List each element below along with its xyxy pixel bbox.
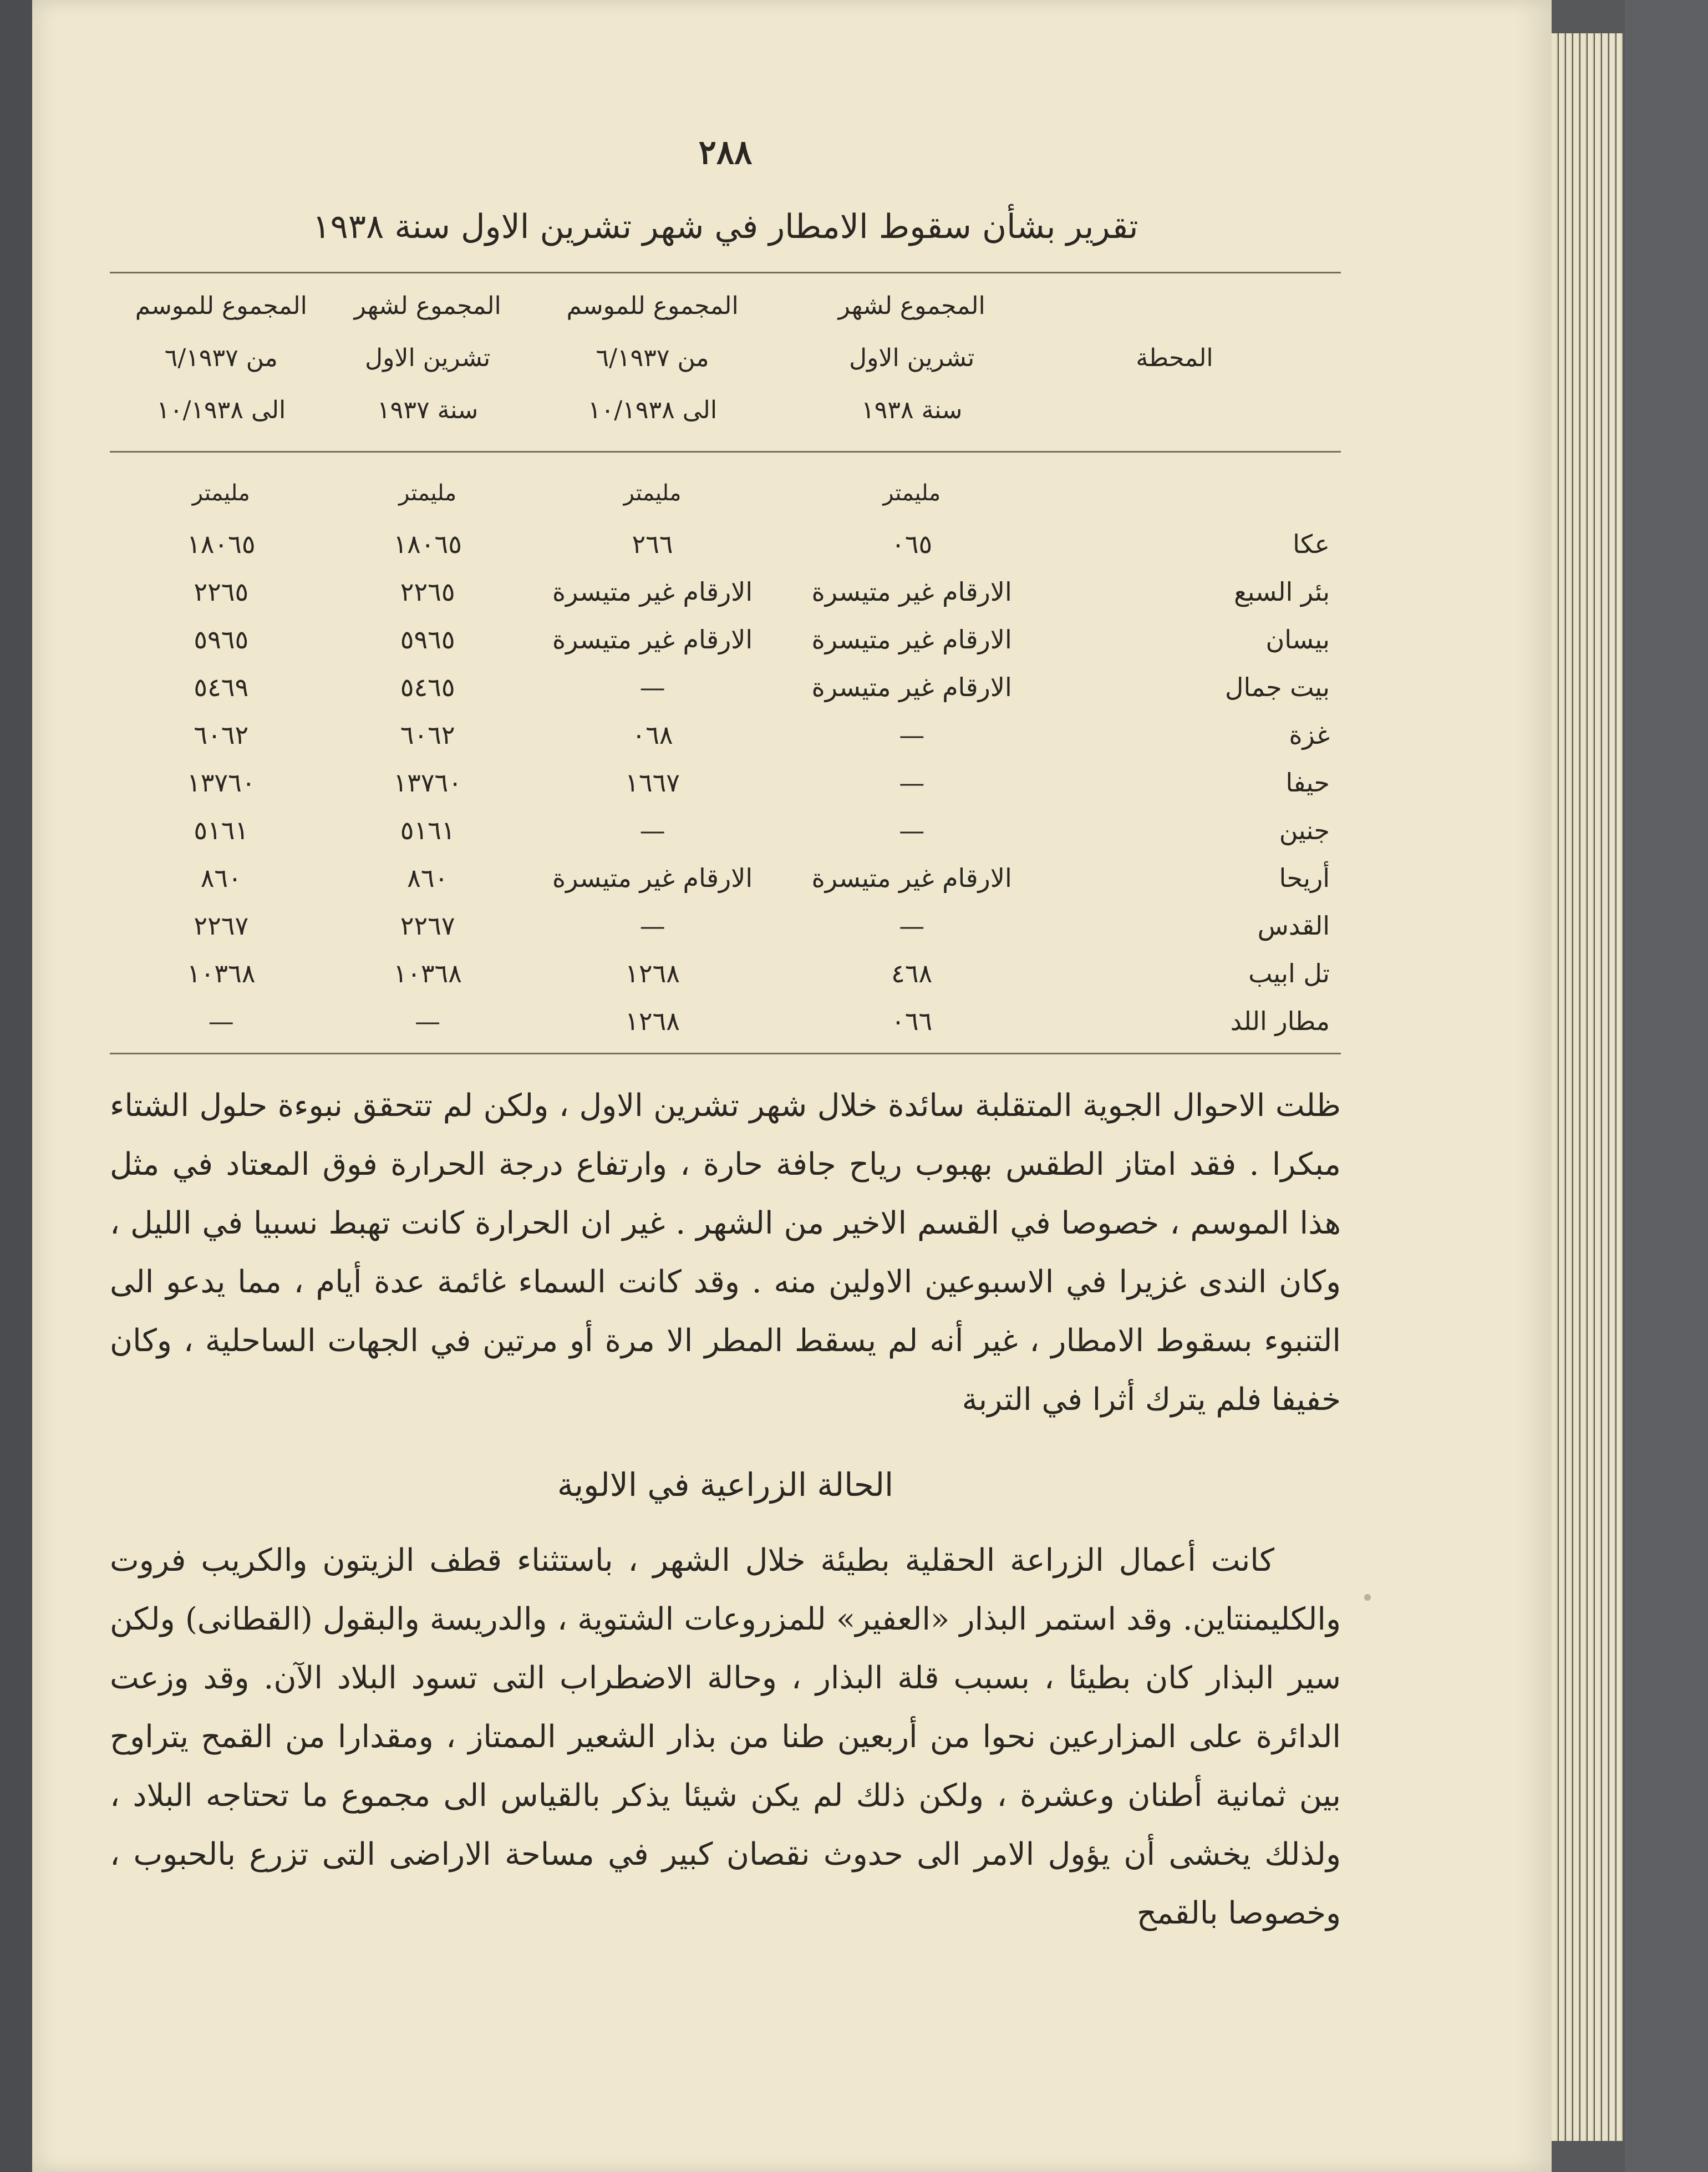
- table-cell: ٠٦٦: [891, 1006, 933, 1036]
- station-name: حيفا: [1285, 768, 1330, 798]
- table-row: [110, 759, 1341, 806]
- section-title: الحالة الزراعية في الالوية: [557, 1466, 894, 1504]
- station-name: تل ابيب: [1248, 958, 1330, 988]
- book-page: [32, 0, 1552, 2172]
- table-cell: ١٢٦٨: [625, 958, 680, 988]
- table-cell: الارقام غير متيسرة: [552, 577, 753, 607]
- table-cell: —: [208, 1006, 234, 1036]
- table-cell: ٥٩٦٥: [194, 625, 249, 654]
- table-cell: ٨٦٠: [200, 863, 242, 893]
- station-name: جنين: [1279, 815, 1330, 845]
- table-cell: —: [899, 815, 925, 845]
- report-title: تقرير بشأن سقوط الامطار في شهر تشرين الاول سنة ١٩٣٨: [312, 207, 1138, 246]
- station-name: عكا: [1293, 529, 1330, 559]
- weather-paragraph: ظلت الاحوال الجوية المتقلبة سائدة خلال شهر تشرين الاول ، ولكن لم تتحقق نبوءة حلول الشتاء مبكرا . فقد امتاز الطقس بهبوب رياح جافة حارة ، وارتفاع درجة الحرارة فوق المعتاد في مثل هذا الموسم ، خصوصا في القسم الاخير من الشهر . غير ان الحرارة كانت تهبط نسبيا في الليل ، وكان الندى غزيرا في الاسبوعين الاولين منه . وقد كانت السماء غائمة عدة أيام ، مما يدعو الى التنبوء بسقوط الامطار ، غير أنه لم يسقط المطر الا مرة أو مرتين في الجهات الساحلية ، وكان خفيفا فلم يترك أثرا في التربة: [110, 1088, 1341, 1418]
- table-cell: الارقام غير متيسرة: [811, 672, 1012, 702]
- table-row: [110, 711, 1341, 759]
- unit-label: مليمتر: [399, 480, 457, 506]
- table-cell: ٠٦٨: [632, 720, 673, 750]
- column-header: المجموع لشهر تشرين الاول سنة ١٩٣٧: [354, 292, 501, 424]
- table-row: [110, 568, 1341, 616]
- table-cell: الارقام غير متيسرة: [811, 577, 1012, 607]
- table-cell: ٥١٦١: [194, 815, 249, 845]
- table-cell: ٥٩٦٥: [400, 625, 455, 654]
- table-cell: ٢٦٦: [632, 529, 673, 559]
- table-row: [110, 854, 1341, 902]
- table-cell: ١٨٠٦٥: [393, 529, 462, 559]
- unit-label: مليمتر: [883, 480, 941, 506]
- column-header: المجموع للموسم من ٦/١٩٣٧ الى ١٠/١٩٣٨: [135, 292, 307, 424]
- station-name: بئر السبع: [1234, 577, 1330, 607]
- station-name: مطار اللد: [1230, 1006, 1330, 1036]
- page-speck: [1364, 1594, 1371, 1601]
- table-cell: ١٠٣٦٨: [187, 958, 256, 988]
- table-cell: ١٦٦٧: [625, 768, 680, 798]
- table-cell: ٥١٦١: [400, 815, 455, 845]
- table-cell: ٥٤٦٩: [194, 672, 249, 702]
- table-cell: —: [899, 911, 925, 941]
- page-edges: [1552, 33, 1625, 2141]
- table-cell: ٢٢٦٥: [400, 577, 455, 607]
- unit-label: مليمتر: [192, 480, 250, 506]
- table-cell: ٢٢٦٥: [194, 577, 249, 607]
- table-cell: ٢٢٦٧: [400, 911, 455, 941]
- table-cell: —: [639, 815, 665, 845]
- table-header-row: [110, 273, 1341, 452]
- table-cell: ١٢٦٨: [625, 1006, 680, 1036]
- page-content: [110, 133, 1341, 1943]
- column-header: المجموع للموسم من ٦/١٩٣٧ الى ١٠/١٩٣٨: [566, 292, 739, 424]
- table-cell: ١٠٣٦٨: [393, 958, 462, 988]
- table-row: [110, 616, 1341, 663]
- book-cover-right: [1625, 0, 1708, 2172]
- table-cell: ١٣٧٦٠: [187, 768, 256, 798]
- table-cell: —: [899, 768, 925, 798]
- station-name: غزة: [1289, 720, 1330, 750]
- table-cell: الارقام غير متيسرة: [811, 863, 1012, 893]
- table-cell: ٦٠٦٢: [400, 720, 455, 750]
- agriculture-paragraph: كانت أعمال الزراعة الحقلية بطيئة خلال الشهر ، باستثناء قطف الزيتون والكريب فروت والكليمنتاين. وقد استمر البذار «العفير» للمزروعات الشتوية ، والدريسة والبقول (القطانى) ولكن سير البذار كان بطيئا ، بسبب قلة البذار ، وحالة الاضطراب التى تسود البلاد الآن. وقد وزعت الدائرة على المزارعين نحوا من أربعين طنا من بذار الشعير الممتاز ، ومقدارا من القمح يتراوح بين ثمانية أطنان وعشرة ، ولكن ذلك لم يكن شيئا يذكر بالقياس الى مجموع ما تحتاجه البلاد ، ولذلك يخشى أن يؤول الامر الى حدوث نقصان كبير في مساحة الاراضى التى تزرع بالحبوب ، وخصوصا بالقمح: [110, 1542, 1341, 1931]
- table-row: [110, 902, 1341, 950]
- table-cell: ٢٢٦٧: [194, 911, 249, 941]
- book-cover-left: [0, 0, 32, 2172]
- table-cell: الارقام غير متيسرة: [552, 625, 753, 654]
- table-cell: ١٨٠٦٥: [187, 529, 256, 559]
- unit-label: مليمتر: [623, 480, 682, 506]
- station-name: بيت جمال: [1225, 672, 1330, 702]
- table-row: [110, 520, 1341, 568]
- table-cell: الارقام غير متيسرة: [811, 625, 1012, 654]
- table-cell: ٥٤٦٥: [400, 672, 455, 702]
- table-cell: ٨٦٠: [407, 863, 449, 893]
- table-cell: —: [639, 911, 665, 941]
- station-name: القدس: [1257, 911, 1330, 941]
- table-cell: ٠٦٥: [891, 529, 933, 559]
- units-row: [110, 452, 1341, 521]
- table-cell: ٦٠٦٢: [194, 720, 249, 750]
- table-row: [110, 663, 1341, 711]
- station-header: المحطة: [1136, 344, 1213, 372]
- table-cell: ١٣٧٦٠: [393, 768, 462, 798]
- table-row: [110, 997, 1341, 1045]
- table-cell: ٤٦٨: [891, 958, 933, 988]
- table-row: [110, 806, 1341, 854]
- page-number: ٢٨٨: [698, 133, 753, 172]
- table-cell: —: [899, 720, 925, 750]
- table-bottom-rule: [110, 1053, 1341, 1054]
- table-cell: —: [639, 672, 665, 702]
- table-cell: الارقام غير متيسرة: [552, 863, 753, 893]
- table-cell: —: [415, 1006, 441, 1036]
- column-header: المجموع لشهر تشرين الاول سنة ١٩٣٨: [838, 292, 985, 424]
- station-name: بيسان: [1265, 625, 1330, 654]
- station-name: أريحا: [1279, 863, 1330, 893]
- table-row: [110, 950, 1341, 997]
- rainfall-table: [110, 273, 1341, 1045]
